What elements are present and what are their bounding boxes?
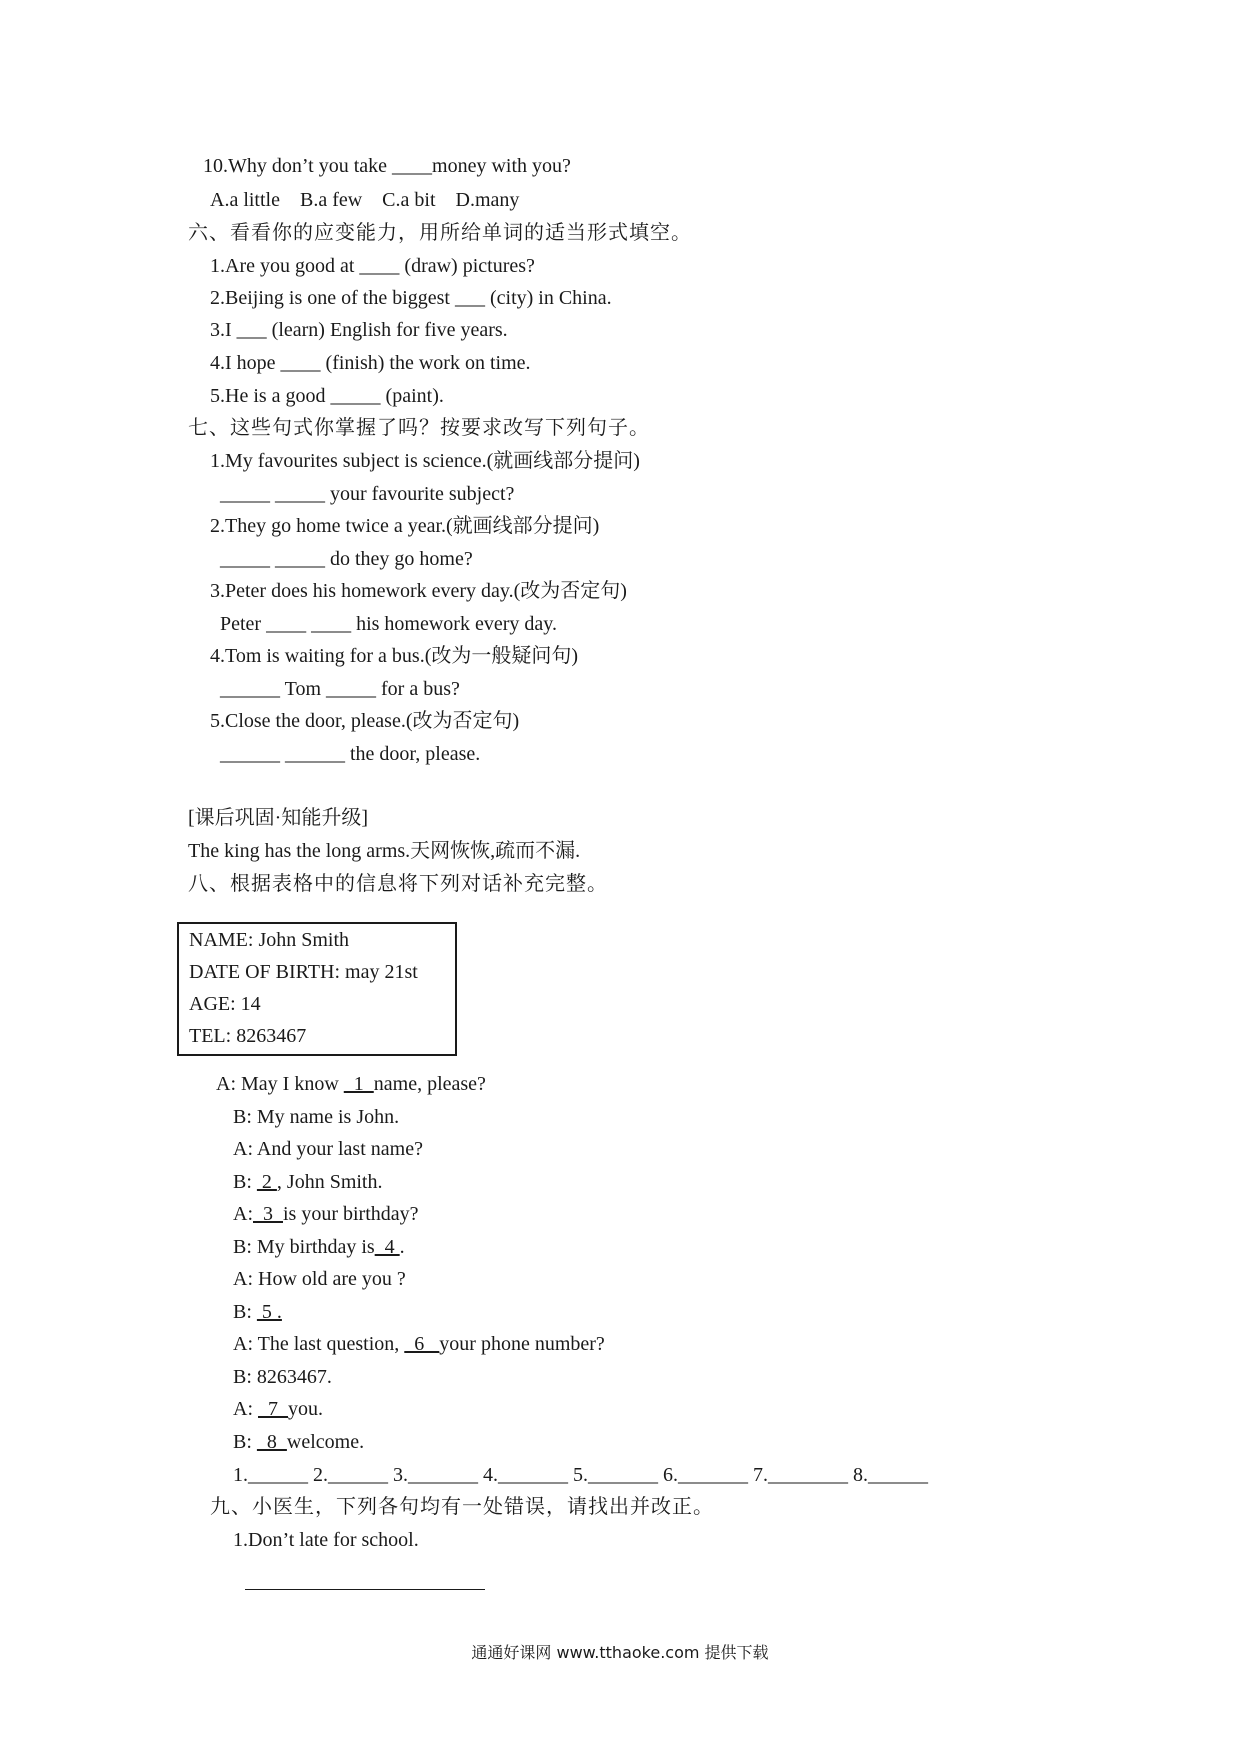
section6-item-5: 5.He is a good _____ (paint). (210, 385, 444, 407)
dialogue-line-7: A: How old are you ? (233, 1268, 406, 1290)
dialogue-line-9: A: The last question, 6 your phone number? (233, 1333, 605, 1355)
section7-q5: 5.Close the door, please.(改为否定句) (210, 710, 520, 732)
card-name: NAME: John Smith (189, 929, 350, 951)
blank-6: 6 (404, 1333, 440, 1355)
section7-a4: ______ Tom _____ for a bus? (220, 678, 460, 700)
blank-7: 7 (258, 1398, 288, 1420)
section7-heading: 七、这些句式你掌握了吗？按要求改写下列句子。 (188, 415, 650, 439)
answer-blanks: 1.______ 2.______ 3._______ 4._______ 5._______ 6._______ 7.________ 8.______ (233, 1464, 928, 1486)
section7-q4: 4.Tom is waiting for a bus.(改为一般疑问句) (210, 645, 579, 667)
q10-stem: 10.Why don’t you take ____money with you? (203, 155, 571, 177)
answer-line (245, 1589, 485, 1590)
section7-a5: ______ ______ the door, please. (220, 743, 481, 765)
section7-q3: 3.Peter does his homework every day.(改为否定句) (210, 580, 627, 602)
card-dob: DATE OF BIRTH: may 21st (189, 961, 418, 983)
section8-heading: 八、根据表格中的信息将下列对话补充完整。 (188, 871, 608, 895)
card-tel: TEL: 8263467 (189, 1025, 307, 1047)
blank-4: 4 (374, 1236, 400, 1258)
section6-item-4: 4.I hope ____ (finish) the work on time. (210, 352, 531, 374)
section9-heading: 九、小医生，下列各句均有一处错误，请找出并改正。 (210, 1494, 714, 1518)
blank-2: 2 (256, 1171, 277, 1193)
section7-q1: 1.My favourites subject is science.(就画线部分提问) (210, 450, 640, 472)
after-class-title: [课后巩固·知能升级] (188, 807, 368, 829)
section7-a3: Peter ____ ____ his homework every day. (220, 613, 557, 635)
blank-5: 5 . (256, 1301, 282, 1323)
dialogue-line-5: A: 3 is your birthday? (233, 1203, 419, 1225)
section9-item-1: 1.Don’t late for school. (233, 1529, 419, 1551)
dialogue-line-8: B: 5 . (233, 1301, 282, 1323)
card-age: AGE: 14 (189, 993, 261, 1015)
dialogue-line-12: B: 8 welcome. (233, 1431, 365, 1453)
proverb: The king has the long arms.天网恢恢,疏而不漏. (188, 840, 581, 862)
blank-3: 3 (253, 1203, 283, 1225)
section7-a1: _____ _____ your favourite subject? (220, 483, 515, 505)
section6-item-1: 1.Are you good at ____ (draw) pictures? (210, 255, 535, 277)
dialogue-line-6: B: My birthday is 4 . (233, 1236, 405, 1258)
dialogue-line-11: A: 7 you. (233, 1398, 323, 1420)
dialogue-line-10: B: 8263467. (233, 1366, 332, 1388)
q10-options: A.a little B.a few C.a bit D.many (210, 189, 520, 211)
section6-item-3: 3.I ___ (learn) English for five years. (210, 319, 508, 341)
info-card (177, 922, 457, 1056)
dialogue-line-1: A: May I know 1 name, please? (216, 1073, 486, 1095)
blank-1: 1 (343, 1073, 374, 1095)
blank-8: 8 (256, 1431, 287, 1453)
section6-item-2: 2.Beijing is one of the biggest ___ (city) in China. (210, 287, 612, 309)
section7-a2: _____ _____ do they go home? (220, 548, 473, 570)
dialogue-line-3: A: And your last name? (233, 1138, 423, 1160)
dialogue-line-2: B: My name is John. (233, 1106, 400, 1128)
dialogue-line-4: B: 2 , John Smith. (233, 1171, 383, 1193)
section6-heading: 六、看看你的应变能力，用所给单词的适当形式填空。 (188, 220, 692, 244)
section7-q2: 2.They go home twice a year.(就画线部分提问) (210, 515, 600, 537)
footer: 通通好课网 www.tthaoke.com 提供下载 (471, 1643, 769, 1662)
